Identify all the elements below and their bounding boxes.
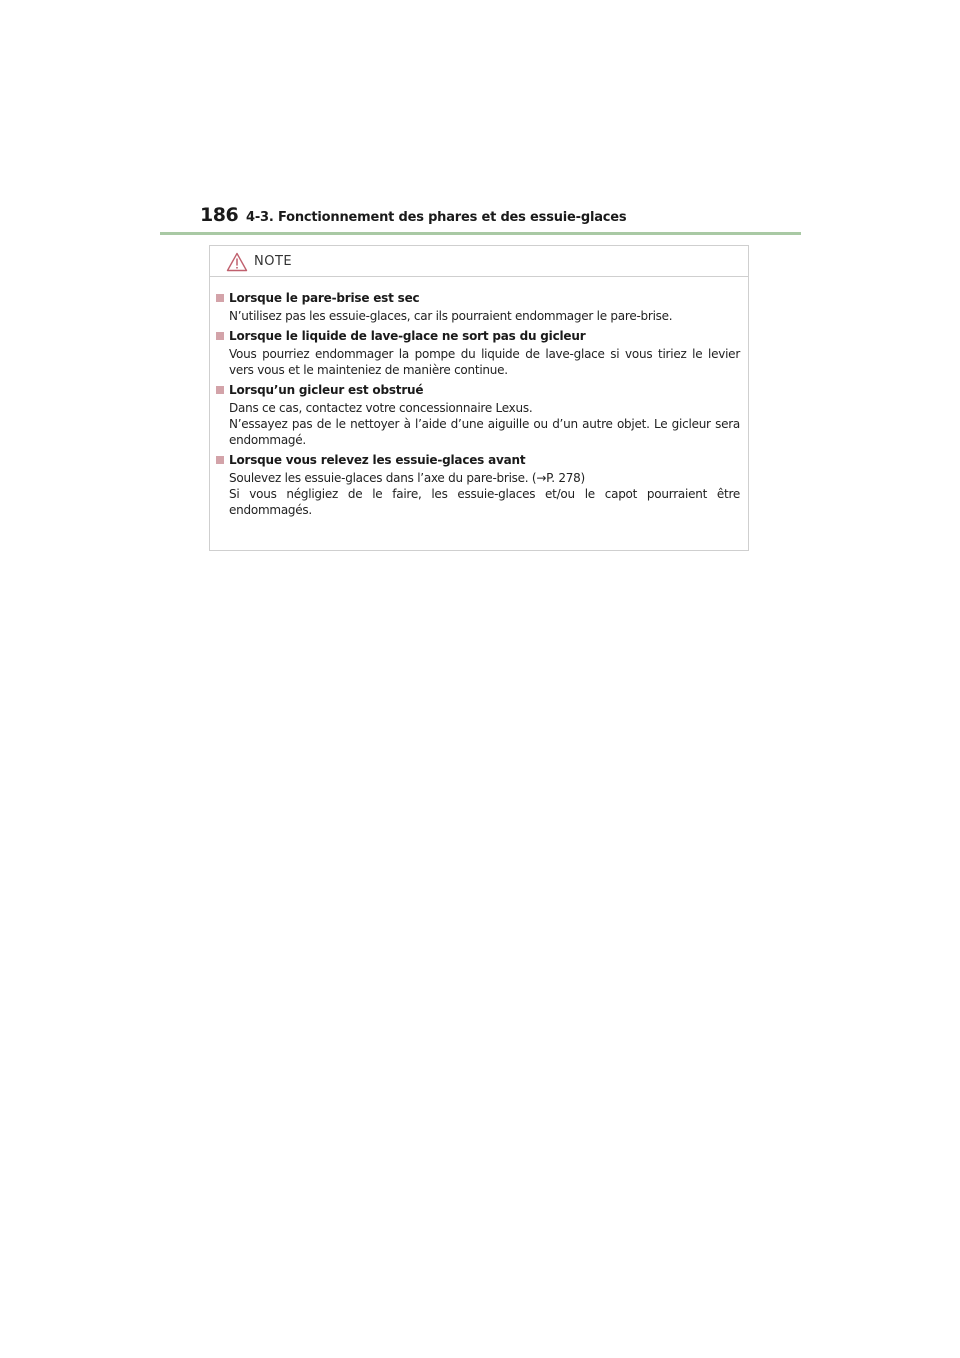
note-body (210, 290, 750, 522)
note-item (210, 452, 750, 518)
section-title: 4-3. Fonctionnement des phares et des essuie-glaces (246, 210, 627, 225)
header-divider (160, 232, 801, 235)
note-item (210, 328, 750, 378)
note-item-heading: Lorsque le pare-brise est sec (210, 290, 750, 306)
square-bullet-icon (216, 386, 224, 394)
note-header (210, 246, 748, 277)
note-item (210, 290, 750, 324)
note-item-heading: Lorsque vous relevez les essuie-glaces avant (210, 452, 750, 468)
page-number: 186 (200, 204, 239, 226)
note-title: NOTE (254, 254, 293, 269)
note-item-text: N’essayez pas de le nettoyer à l’aide d’une aiguille ou d’un autre objet. Le gicleur sera endommagé. (229, 417, 740, 447)
note-item-text: Si vous négligiez de le faire, les essuie-glaces et/ou le capot pourraient être endommagés. (229, 487, 740, 517)
square-bullet-icon (216, 332, 224, 340)
note-item-text: Dans ce cas, contactez votre concessionnaire Lexus. (229, 401, 533, 415)
page-header (160, 200, 801, 236)
note-item-heading: Lorsque le liquide de lave-glace ne sort pas du gicleur (210, 328, 750, 344)
note-box (209, 245, 749, 551)
note-item-text: N’utilisez pas les essuie-glaces, car ils pourraient endommager le pare-brise. (229, 309, 673, 323)
note-item-text: Vous pourriez endommager la pompe du liquide de lave-glace si vous tiriez le levier vers vous et le mainteniez de manière continue. (229, 347, 740, 377)
note-item-heading: Lorsqu’un gicleur est obstrué (210, 382, 750, 398)
note-item (210, 382, 750, 448)
warning-triangle-icon (226, 252, 248, 272)
note-item-text: Soulevez les essuie-glaces dans l’axe du pare-brise. (→P. 278) (229, 471, 585, 485)
square-bullet-icon (216, 456, 224, 464)
square-bullet-icon (216, 294, 224, 302)
